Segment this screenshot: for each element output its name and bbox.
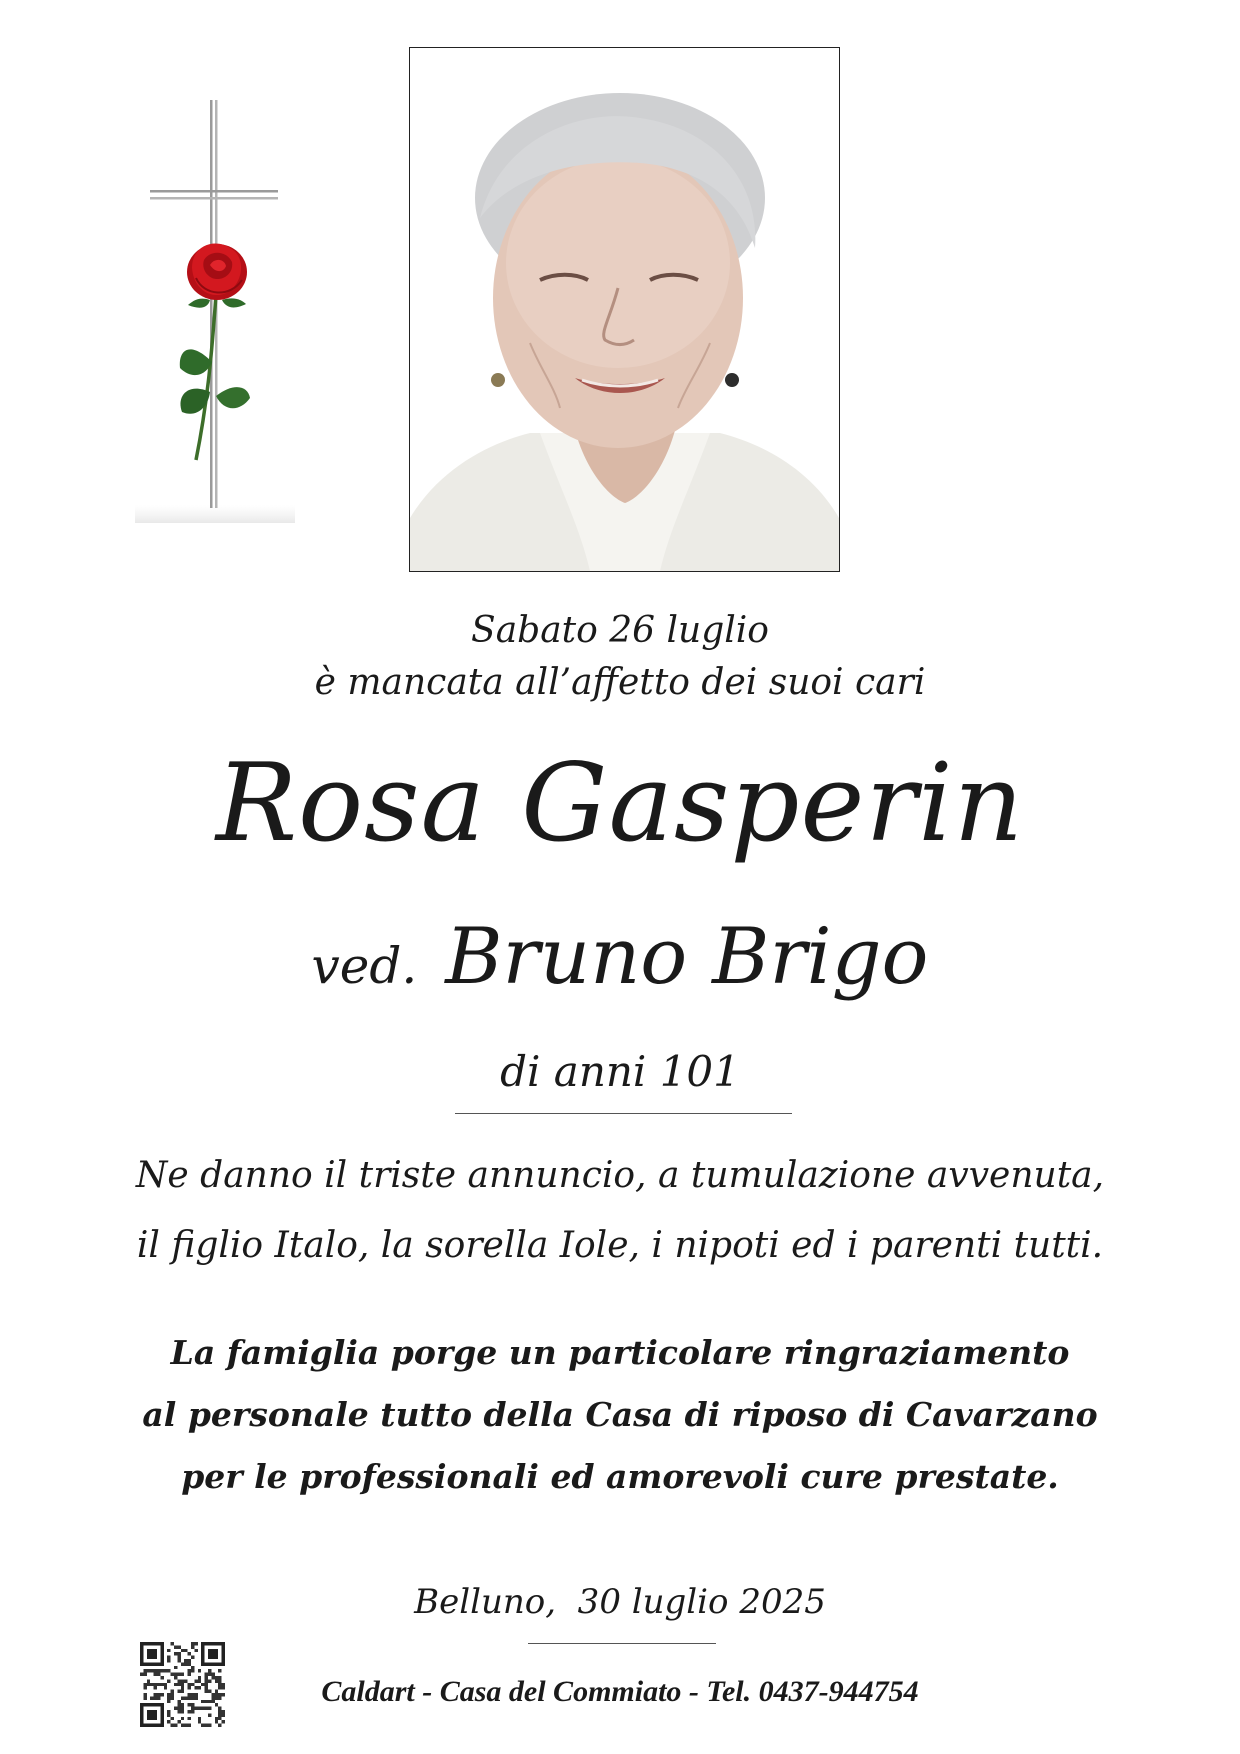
cross-icon: [130, 100, 300, 530]
thanks-line: al personale tutto della Casa di riposo di Cavarzano: [142, 1395, 1098, 1434]
deceased-name: Rosa Gasperin: [215, 741, 1025, 866]
announcement-line: Ne danno il triste annuncio, a tumulazione avvenuta,: [135, 1155, 1105, 1196]
widow-line: [0, 912, 1240, 1002]
place-date: Belluno, 30 luglio 2025: [414, 1582, 826, 1622]
thanks-line: La famiglia porge un particolare ringraziamento: [170, 1333, 1070, 1372]
divider: [455, 1113, 792, 1114]
intro-line: è mancata all’affetto dei suoi cari: [314, 662, 926, 703]
divider: [528, 1643, 716, 1644]
funeral-home-contact: Caldart - Casa del Commiato - Tel. 0437-944754: [321, 1675, 919, 1708]
spouse-name: Bruno Brigo: [445, 912, 929, 1002]
thanks-line: per le professionali ed amorevoli cure prestate.: [181, 1457, 1059, 1496]
rose-icon: [180, 244, 250, 460]
age-line: di anni 101: [500, 1047, 740, 1096]
announcement-line: il figlio Italo, la sorella Iole, i nipoti ed i parenti tutti.: [136, 1225, 1104, 1266]
portrait-photo: [409, 47, 840, 572]
widow-prefix: ved.: [311, 937, 418, 995]
date-line: Sabato 26 luglio: [471, 610, 769, 651]
cross-with-rose: [130, 100, 300, 530]
